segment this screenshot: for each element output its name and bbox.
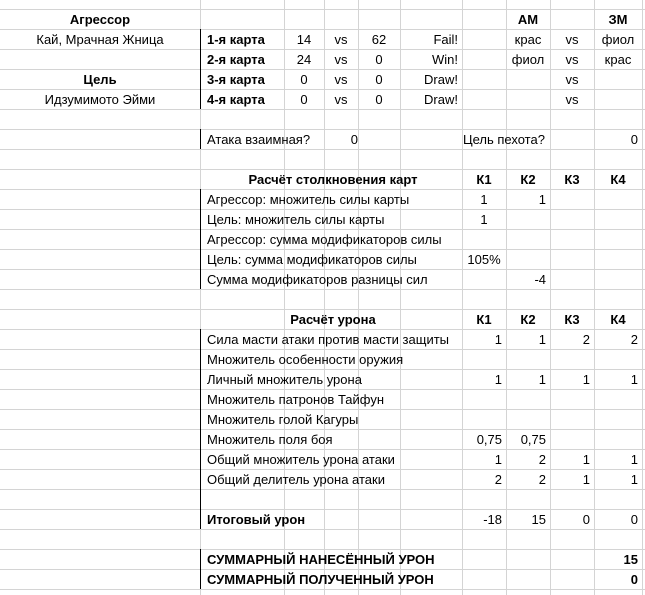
zm-suit[interactable] bbox=[594, 90, 642, 110]
am-suit[interactable]: фиол bbox=[511, 52, 545, 67]
matchup-vs[interactable]: vs bbox=[334, 72, 348, 87]
clash-header-k4[interactable]: К4 bbox=[610, 172, 626, 187]
cell-border bbox=[200, 129, 201, 149]
clash-value-k3[interactable] bbox=[550, 210, 594, 230]
clash-value-k2[interactable] bbox=[506, 210, 550, 230]
clash-value-k4[interactable] bbox=[594, 270, 642, 290]
clash-title[interactable]: Расчёт столкновения карт bbox=[248, 172, 418, 187]
total-dealt-value[interactable]: 15 bbox=[623, 552, 638, 567]
damage-value-k2[interactable]: 1 bbox=[538, 372, 546, 387]
total-dealt-label[interactable]: СУММАРНЫЙ НАНЕСЁННЫЙ УРОН bbox=[207, 552, 435, 567]
matchup-vs[interactable]: vs bbox=[334, 52, 348, 67]
matchup-result[interactable]: Draw! bbox=[424, 72, 458, 87]
damage-value-k1[interactable] bbox=[462, 350, 506, 370]
cell-border bbox=[200, 189, 201, 289]
damage-value-k1[interactable]: 2 bbox=[494, 472, 502, 487]
matchup-target-power[interactable]: 0 bbox=[375, 92, 383, 107]
damage-value-k4[interactable] bbox=[594, 410, 642, 430]
damage-value-k3[interactable]: 1 bbox=[582, 472, 590, 487]
final-damage-label[interactable]: Итоговый урон bbox=[207, 512, 306, 527]
zm-suit[interactable]: фиол bbox=[601, 32, 635, 47]
damage-value-k2[interactable]: 2 bbox=[538, 472, 546, 487]
target-label[interactable]: Цель bbox=[83, 72, 117, 87]
damage-value-k4[interactable] bbox=[594, 350, 642, 370]
clash-value-k3[interactable] bbox=[550, 250, 594, 270]
matchup-result[interactable]: Win! bbox=[432, 52, 458, 67]
clash-row-label[interactable]: Агрессор: множитель силы карты bbox=[207, 192, 410, 207]
matchup-card[interactable]: 2-я карта bbox=[207, 52, 265, 67]
final-damage-k2[interactable]: 15 bbox=[531, 512, 546, 527]
damage-value-k1[interactable] bbox=[462, 410, 506, 430]
damage-value-k1[interactable]: 1 bbox=[494, 452, 502, 467]
clash-value-k1[interactable] bbox=[462, 270, 506, 290]
damage-row-label[interactable]: Общий множитель урона атаки bbox=[207, 452, 395, 467]
infantry-target-label[interactable]: Цель пехота? bbox=[463, 132, 545, 147]
clash-value-k4[interactable] bbox=[594, 230, 642, 250]
damage-header-k3[interactable]: К3 bbox=[564, 312, 580, 327]
clash-header-k3[interactable]: К3 bbox=[564, 172, 580, 187]
clash-value-k4[interactable] bbox=[594, 250, 642, 270]
clash-header-k2[interactable]: К2 bbox=[520, 172, 536, 187]
matchup-card[interactable]: 1-я карта bbox=[207, 32, 265, 47]
matchup-aggressor-power[interactable]: 0 bbox=[300, 92, 308, 107]
mutual-attack-label[interactable]: Атака взаимная? bbox=[207, 132, 311, 147]
aggressor-name[interactable]: Кай, Мрачная Жница bbox=[36, 32, 164, 47]
matchup-aggressor-power[interactable]: 0 bbox=[300, 72, 308, 87]
damage-value-k4[interactable]: 1 bbox=[630, 372, 638, 387]
clash-value-k2[interactable]: 1 bbox=[538, 192, 546, 207]
matchup-aggressor-power[interactable]: 14 bbox=[296, 32, 312, 47]
cell-border bbox=[200, 549, 201, 589]
matchup-result[interactable]: Fail! bbox=[433, 32, 458, 47]
clash-value-k2[interactable]: -4 bbox=[534, 272, 546, 287]
matchup-card[interactable]: 4-я карта bbox=[207, 92, 265, 107]
target-name[interactable]: Идзумимото Эйми bbox=[44, 92, 156, 107]
aggressor-label[interactable]: Агрессор bbox=[69, 12, 131, 27]
damage-row-label[interactable]: Сила масти атаки против масти защиты bbox=[207, 332, 450, 347]
damage-value-k1[interactable]: 1 bbox=[494, 372, 502, 387]
am-suit[interactable]: крас bbox=[514, 32, 542, 47]
damage-value-k2[interactable] bbox=[506, 350, 550, 370]
final-damage-k3[interactable]: 0 bbox=[582, 512, 590, 527]
damage-value-k2[interactable]: 1 bbox=[538, 332, 546, 347]
matchup-target-power[interactable]: 62 bbox=[371, 32, 387, 47]
clash-row-label[interactable]: Сумма модификаторов разницы сил bbox=[207, 272, 428, 287]
clash-value-k1[interactable] bbox=[462, 230, 506, 250]
clash-row-label[interactable]: Цель: множитель силы карты bbox=[207, 212, 385, 227]
clash-value-k3[interactable] bbox=[550, 190, 594, 210]
cell-border bbox=[200, 329, 201, 509]
zm-suit[interactable] bbox=[594, 70, 642, 90]
damage-value-k3[interactable] bbox=[550, 410, 594, 430]
am-zm-vs[interactable]: vs bbox=[565, 72, 579, 87]
clash-header-k1[interactable]: К1 bbox=[476, 172, 492, 187]
clash-value-k4[interactable] bbox=[594, 190, 642, 210]
damage-value-k4[interactable] bbox=[594, 390, 642, 410]
damage-value-k3[interactable] bbox=[550, 350, 594, 370]
am-zm-vs[interactable]: vs bbox=[565, 92, 579, 107]
zm-suit[interactable]: крас bbox=[604, 52, 632, 67]
matchup-target-power[interactable]: 0 bbox=[375, 52, 383, 67]
matchup-card[interactable]: 3-я карта bbox=[207, 72, 265, 87]
damage-row-label[interactable]: Множитель особенности оружия bbox=[207, 352, 404, 367]
matchup-target-power[interactable]: 0 bbox=[375, 72, 383, 87]
clash-value-k1[interactable]: 105% bbox=[467, 252, 501, 267]
damage-value-k4[interactable]: 1 bbox=[630, 472, 638, 487]
damage-value-k1[interactable] bbox=[462, 390, 506, 410]
clash-row-label[interactable]: Агрессор: сумма модификаторов силы bbox=[207, 232, 442, 247]
matchup-vs[interactable]: vs bbox=[334, 32, 348, 47]
damage-value-k2[interactable]: 0,75 bbox=[520, 432, 546, 447]
damage-value-k2[interactable] bbox=[506, 410, 550, 430]
infantry-target-value[interactable]: 0 bbox=[630, 132, 638, 147]
clash-value-k2[interactable] bbox=[506, 250, 550, 270]
damage-value-k3[interactable]: 1 bbox=[582, 452, 590, 467]
damage-value-k1[interactable]: 1 bbox=[494, 332, 502, 347]
clash-value-k2[interactable] bbox=[506, 230, 550, 250]
damage-value-k3[interactable] bbox=[550, 430, 594, 450]
damage-header-k4[interactable]: К4 bbox=[610, 312, 626, 327]
damage-value-k2[interactable] bbox=[506, 390, 550, 410]
total-received-label[interactable]: СУММАРНЫЙ ПОЛУЧЕННЫЙ УРОН bbox=[207, 572, 434, 587]
clash-value-k1[interactable]: 1 bbox=[480, 192, 488, 207]
am-zm-vs[interactable]: vs bbox=[565, 52, 579, 67]
damage-value-k2[interactable]: 2 bbox=[538, 452, 546, 467]
am-suit[interactable] bbox=[506, 70, 550, 90]
cell-border bbox=[200, 29, 201, 109]
am-header[interactable]: АМ bbox=[517, 12, 539, 27]
zm-header[interactable]: ЗМ bbox=[608, 12, 628, 27]
damage-header-k2[interactable]: К2 bbox=[520, 312, 536, 327]
total-received-value[interactable]: 0 bbox=[630, 572, 638, 587]
clash-value-k1[interactable]: 1 bbox=[480, 212, 488, 227]
matchup-vs[interactable]: vs bbox=[334, 92, 348, 107]
damage-value-k1[interactable]: 0,75 bbox=[476, 432, 502, 447]
final-damage-k1[interactable]: -18 bbox=[483, 512, 502, 527]
damage-row-label[interactable]: Общий делитель урона атаки bbox=[207, 472, 385, 487]
am-zm-vs[interactable]: vs bbox=[565, 32, 579, 47]
damage-value-k3[interactable]: 2 bbox=[582, 332, 590, 347]
mutual-attack-value[interactable]: 0 bbox=[350, 132, 358, 147]
damage-header-k1[interactable]: К1 bbox=[476, 312, 492, 327]
damage-row-label[interactable]: Множитель голой Кагуры bbox=[207, 412, 359, 427]
damage-row-label[interactable]: Личный множитель урона bbox=[207, 372, 362, 387]
clash-row-label[interactable]: Цель: сумма модификаторов силы bbox=[207, 252, 417, 267]
damage-value-k4[interactable]: 2 bbox=[630, 332, 638, 347]
clash-value-k3[interactable] bbox=[550, 270, 594, 290]
damage-row-label[interactable]: Множитель поля боя bbox=[207, 432, 333, 447]
clash-value-k4[interactable] bbox=[594, 210, 642, 230]
damage-row-label[interactable]: Множитель патронов Тайфун bbox=[207, 392, 385, 407]
matchup-result[interactable]: Draw! bbox=[424, 92, 458, 107]
damage-value-k3[interactable]: 1 bbox=[582, 372, 590, 387]
cell-border bbox=[200, 509, 201, 529]
damage-value-k4[interactable] bbox=[594, 430, 642, 450]
clash-value-k3[interactable] bbox=[550, 230, 594, 250]
final-damage-k4[interactable]: 0 bbox=[630, 512, 638, 527]
damage-value-k4[interactable]: 1 bbox=[630, 452, 638, 467]
matchup-aggressor-power[interactable]: 24 bbox=[296, 52, 312, 67]
am-suit[interactable] bbox=[506, 90, 550, 110]
damage-value-k3[interactable] bbox=[550, 390, 594, 410]
damage-title[interactable]: Расчёт урона bbox=[290, 312, 376, 327]
